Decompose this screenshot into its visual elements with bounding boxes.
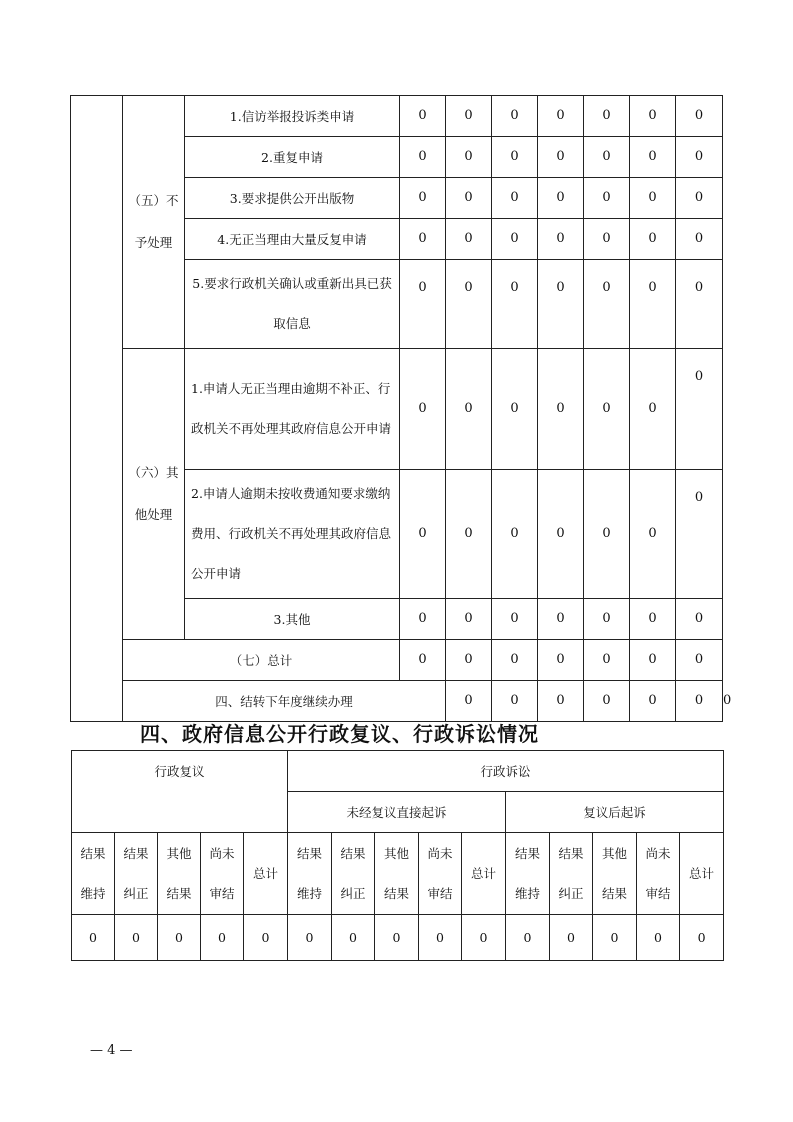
row-label: 5.要求行政机关确认或重新出具已获取信息: [185, 260, 400, 349]
column-header-line: 纠正: [123, 885, 149, 901]
value-cell: 0: [584, 96, 630, 137]
table-row: [72, 751, 724, 792]
table-row: [72, 833, 724, 915]
column-header-line: 结果: [558, 845, 584, 861]
column-header-line: 维持: [514, 885, 540, 901]
value-cell: 0: [400, 178, 446, 219]
value-cell: 0: [446, 470, 492, 599]
column-header: [115, 833, 158, 915]
total-label: （七）总计: [123, 640, 400, 681]
column-header: [244, 833, 288, 915]
column-header-line: 结果: [296, 845, 322, 861]
value-cell: 0: [538, 219, 584, 260]
column-header: [462, 833, 506, 915]
value-cell: 0: [446, 260, 492, 349]
value-cell: 0: [676, 470, 723, 599]
column-header-line: 尚未: [427, 845, 453, 861]
value-cell: 0: [446, 137, 492, 178]
column-header-line: 审结: [209, 885, 235, 901]
value-cell: 0: [630, 640, 676, 681]
column-header-line: 尚未: [209, 845, 235, 861]
value-cell: 0: [288, 915, 332, 961]
value-cell: 0: [584, 681, 630, 722]
value-cell: 0: [492, 96, 538, 137]
review-litigation-table: [71, 750, 724, 961]
column-header-line: 总计: [689, 865, 715, 881]
after-header: 复议后起诉: [506, 792, 724, 833]
column-header: [550, 833, 593, 915]
value-cell: 0: [676, 640, 723, 681]
value-cell: 0: [400, 260, 446, 349]
value-cell: 0: [244, 915, 288, 961]
value-cell: 0: [375, 915, 419, 961]
column-header-line: 纠正: [558, 885, 584, 901]
column-header-line: 维持: [80, 885, 106, 901]
value-cell: 0: [676, 219, 723, 260]
column-header: [593, 833, 637, 915]
column-header-line: 纠正: [340, 885, 366, 901]
direct-header: 未经复议直接起诉: [288, 792, 506, 833]
value-cell: 0: [676, 260, 723, 349]
column-header-line: 总计: [470, 865, 496, 881]
column-header: [288, 833, 332, 915]
column-header-line: 其他: [383, 845, 409, 861]
value-cell: 0: [538, 178, 584, 219]
column-header: [680, 833, 724, 915]
table-row: [71, 96, 723, 137]
value-cell: 0: [400, 137, 446, 178]
row-label: 4.无正当理由大量反复申请: [185, 219, 400, 260]
value-cell: 0: [506, 915, 550, 961]
table-row: 四、结转下年度继续办理 0 0 0 0 0 0 0: [71, 681, 723, 722]
column-header: [158, 833, 201, 915]
value-cell: 0: [538, 349, 584, 470]
value-cell: 0: [680, 915, 724, 961]
value-cell: 0: [446, 219, 492, 260]
value-cell: 0: [676, 599, 723, 640]
column-header: [506, 833, 550, 915]
column-header-line: 结果: [601, 885, 627, 901]
value-cell: 0: [400, 349, 446, 470]
value-cell: 0: [462, 915, 506, 961]
column-header-line: 审结: [645, 885, 671, 901]
value-cell: 0: [630, 349, 676, 470]
value-cell: 0: [630, 219, 676, 260]
column-header: [201, 833, 244, 915]
value-cell: 0: [419, 915, 462, 961]
value-cell: 0: [630, 681, 676, 722]
value-cell: 0: [676, 681, 723, 722]
column-header-line: 结果: [166, 885, 192, 901]
row-label: 2.申请人逾期未按收费通知要求缴纳费用、行政机关不再处理其政府信息公开申请: [185, 470, 400, 599]
value-cell: 0: [538, 137, 584, 178]
value-cell: 0: [115, 915, 158, 961]
value-cell: 0: [676, 349, 723, 470]
page-number: — 4 —: [90, 1043, 133, 1058]
value-cell: 0: [584, 349, 630, 470]
value-cell: 0: [593, 915, 637, 961]
value-cell: 0: [492, 178, 538, 219]
value-cell: 0: [630, 96, 676, 137]
value-cell: 0: [400, 219, 446, 260]
table-row: [71, 640, 723, 681]
section-title: 四、政府信息公开行政复议、行政诉讼情况: [140, 722, 539, 746]
value-cell: 0: [332, 915, 375, 961]
value-cell: 0: [538, 640, 584, 681]
value-cell: 0: [584, 178, 630, 219]
application-handling-table: [70, 95, 732, 722]
value-cell: 0: [584, 260, 630, 349]
value-cell: 0: [492, 470, 538, 599]
value-cell: 0: [538, 96, 584, 137]
column-header: [637, 833, 680, 915]
column-header-line: 其他: [166, 845, 192, 861]
row-label: 3.要求提供公开出版物: [185, 178, 400, 219]
carry-label: 四、结转下年度继续办理: [123, 681, 446, 722]
table-row: [71, 349, 723, 470]
value-cell: 0: [158, 915, 201, 961]
column-header-line: 结果: [340, 845, 366, 861]
row-label: 2.重复申请: [185, 137, 400, 178]
value-cell: 0: [538, 599, 584, 640]
value-cell: 0: [446, 681, 492, 722]
column-header-line: 其他: [601, 845, 627, 861]
value-cell: 0: [446, 349, 492, 470]
value-cell: 0: [446, 599, 492, 640]
value-cell: 0: [201, 915, 244, 961]
value-cell: 0: [492, 640, 538, 681]
column-header: [419, 833, 462, 915]
column-header-line: 审结: [427, 885, 453, 901]
value-cell: 0: [550, 915, 593, 961]
value-cell: 0: [492, 599, 538, 640]
column-header: [72, 833, 115, 915]
value-cell: 0: [492, 349, 538, 470]
value-cell: 0: [630, 599, 676, 640]
value-cell: 0: [492, 137, 538, 178]
value-cell: 0: [630, 470, 676, 599]
value-cell: 0: [538, 681, 584, 722]
value-cell: 0: [630, 260, 676, 349]
value-cell: 0: [446, 640, 492, 681]
table-row: [72, 915, 724, 961]
group-label: （六）其他处理: [123, 349, 185, 640]
column-header-line: 总计: [252, 865, 278, 881]
value-cell: 0: [584, 640, 630, 681]
value-cell: 0: [72, 915, 115, 961]
value-cell: 0: [446, 96, 492, 137]
review-header: 行政复议: [72, 751, 288, 833]
litigation-header: 行政诉讼: [288, 751, 724, 792]
value-cell: 0: [584, 137, 630, 178]
column-header-line: 结果: [514, 845, 540, 861]
column-header-line: 结果: [123, 845, 149, 861]
value-cell: 0: [676, 96, 723, 137]
column-header-line: 结果: [383, 885, 409, 901]
column-header: [375, 833, 419, 915]
column-header: [332, 833, 375, 915]
value-cell: 0: [584, 219, 630, 260]
value-cell: 0: [630, 137, 676, 178]
value-cell: 0: [676, 178, 723, 219]
value-cell: 0: [492, 260, 538, 349]
column-header-line: 结果: [80, 845, 106, 861]
value-cell: 0: [630, 178, 676, 219]
value-cell: 0: [400, 640, 446, 681]
value-cell: 0: [492, 681, 538, 722]
row-label: 1.申请人无正当理由逾期不补正、行政机关不再处理其政府信息公开申请: [185, 349, 400, 470]
value-cell: 0: [446, 178, 492, 219]
value-cell: 0: [538, 260, 584, 349]
row-label: 3.其他: [185, 599, 400, 640]
value-cell: 0: [584, 470, 630, 599]
group-label: （五）不予处理: [123, 96, 185, 349]
column-header-line: 维持: [296, 885, 322, 901]
column-header-line: 尚未: [645, 845, 671, 861]
value-cell: 0: [400, 96, 446, 137]
value-cell: 0: [538, 470, 584, 599]
value-cell: 0: [637, 915, 680, 961]
value-cell: 0: [400, 599, 446, 640]
value-cell: 0: [400, 470, 446, 599]
outer-blank-cell: [71, 96, 123, 722]
value-cell: 0: [676, 137, 723, 178]
row-label: 1.信访举报投诉类申请: [185, 96, 400, 137]
value-cell: 0: [492, 219, 538, 260]
value-cell: 0: [584, 599, 630, 640]
